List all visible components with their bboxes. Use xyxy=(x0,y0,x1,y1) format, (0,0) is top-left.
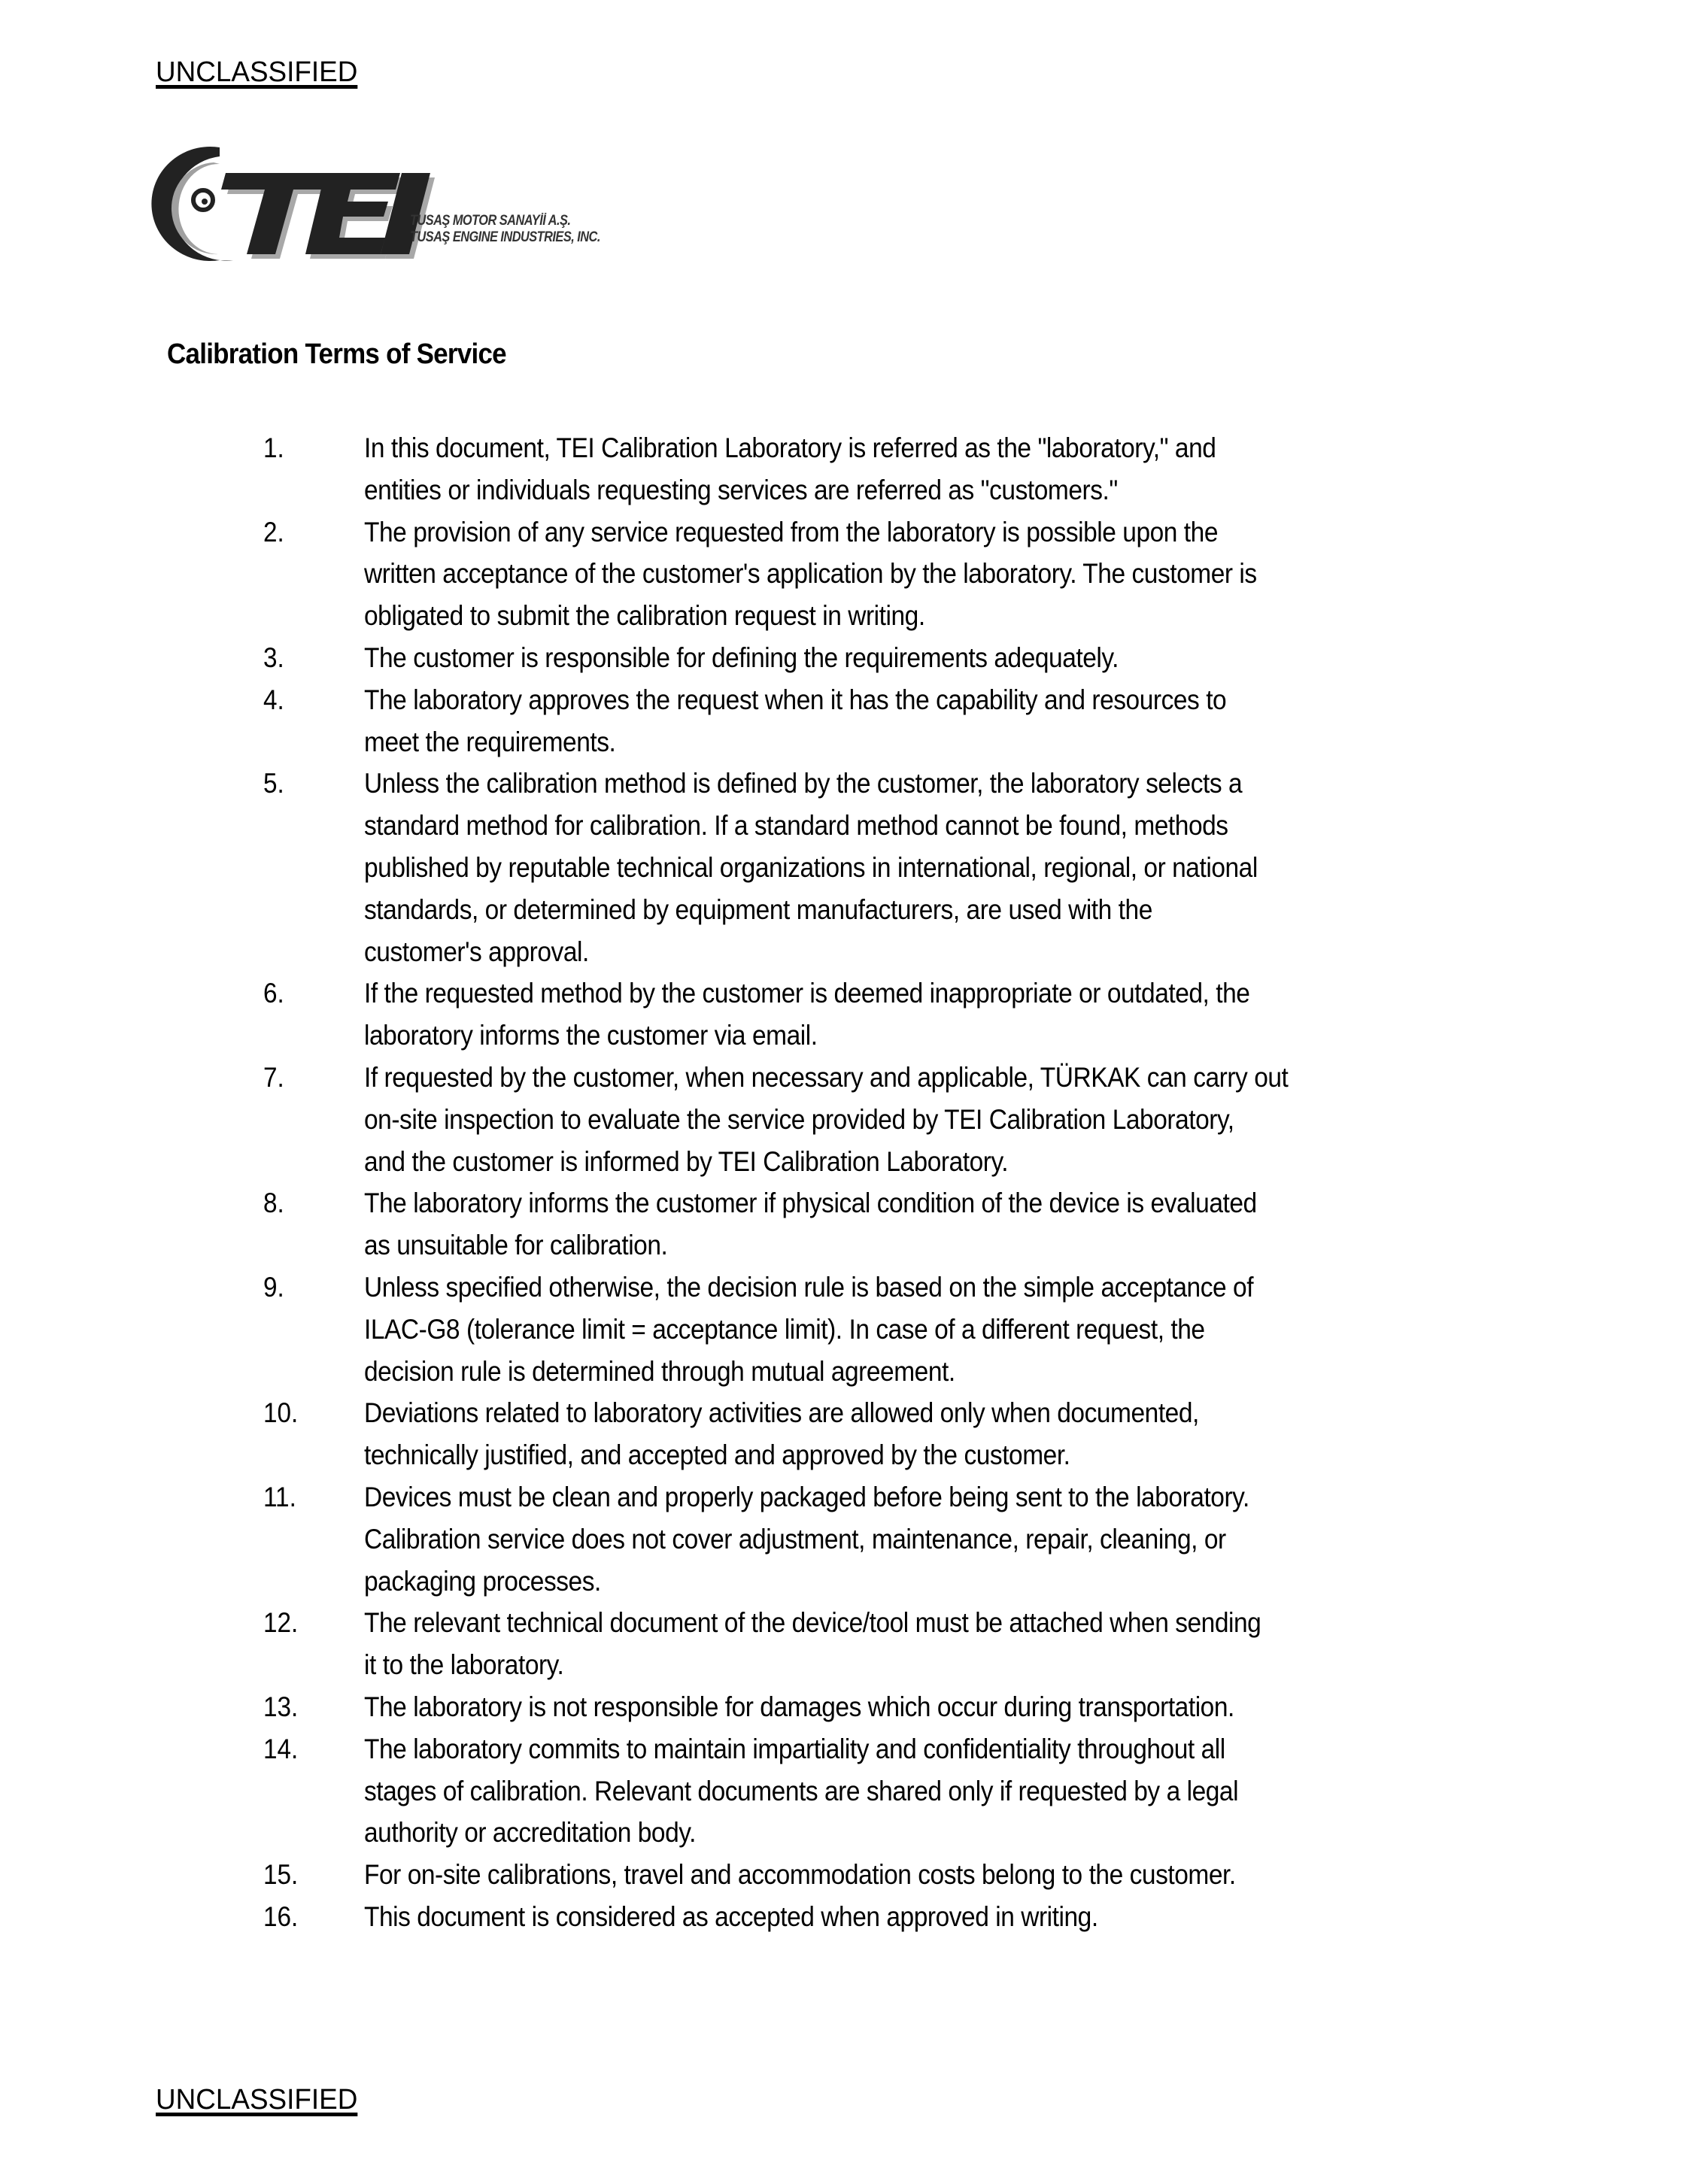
term-text-line: decision rule is determined through mutual agreement. xyxy=(364,1355,955,1387)
term-text-line: Devices must be clean and properly packaged before being sent to the laboratory. xyxy=(364,1481,1249,1512)
term-item xyxy=(0,1392,1688,1476)
term-text xyxy=(364,1182,1688,1266)
term-text-line: as unsuitable for calibration. xyxy=(364,1230,668,1261)
company-name-block xyxy=(410,213,600,246)
term-text-line: stages of calibration. Relevant documents are shared only if requested by a legal xyxy=(364,1775,1239,1806)
term-text xyxy=(364,1686,1688,1728)
term-text xyxy=(364,679,1688,763)
term-text xyxy=(364,1728,1688,1854)
term-number: 9. xyxy=(263,1271,284,1303)
terms-list xyxy=(0,427,1688,1938)
term-text-line: it to the laboratory. xyxy=(364,1649,564,1681)
term-text xyxy=(364,1476,1688,1602)
term-item xyxy=(0,679,1688,763)
term-text-line: The provision of any service requested from the laboratory is possible upon the xyxy=(364,516,1219,548)
term-text xyxy=(364,763,1688,972)
term-text xyxy=(364,427,1688,511)
term-text-line: Deviations related to laboratory activities are allowed only when documented, xyxy=(364,1397,1199,1429)
term-text-line: The laboratory approves the request when it has the capability and resources to xyxy=(364,684,1227,715)
term-number: 8. xyxy=(263,1188,284,1219)
term-text-line: authority or accreditation body. xyxy=(364,1817,696,1849)
term-text-line: In this document, TEI Calibration Laboratory is referred as the "laboratory," and xyxy=(364,432,1216,463)
term-text-line: standard method for calibration. If a standard method cannot be found, methods xyxy=(364,810,1228,842)
term-text-line: ILAC-G8 (tolerance limit = acceptance limit). In case of a different request, the xyxy=(364,1313,1205,1345)
term-text xyxy=(364,1854,1688,1896)
term-number: 12. xyxy=(263,1607,299,1639)
term-text xyxy=(364,1057,1688,1182)
term-item xyxy=(0,1854,1688,1896)
term-text-line: This document is considered as accepted when approved in writing. xyxy=(364,1900,1098,1932)
term-text-line: Unless the calibration method is defined by the customer, the laboratory selects a xyxy=(364,768,1243,799)
term-number: 3. xyxy=(263,642,284,673)
term-item xyxy=(0,511,1688,637)
header-classification-marking: UNCLASSIFIED xyxy=(156,56,358,88)
company-name-english: TUSAŞ ENGINE INDUSTRIES, INC. xyxy=(410,229,600,245)
term-text-line: The relevant technical document of the device/tool must be attached when sending xyxy=(364,1607,1261,1639)
term-text-line: technically justified, and accepted and approved by the customer. xyxy=(364,1439,1070,1471)
term-item xyxy=(0,1896,1688,1938)
term-number: 11. xyxy=(263,1481,296,1512)
term-text-line: Unless specified otherwise, the decision rule is based on the simple acceptance of xyxy=(364,1271,1254,1303)
term-item xyxy=(0,1182,1688,1266)
term-text-line: If the requested method by the customer is deemed inappropriate or outdated, the xyxy=(364,978,1250,1009)
term-text-line: published by reputable technical organizations in international, regional, or national xyxy=(364,851,1258,883)
term-number: 5. xyxy=(263,768,284,799)
term-number: 2. xyxy=(263,516,284,548)
term-item xyxy=(0,637,1688,679)
term-number: 16. xyxy=(263,1900,299,1932)
term-text xyxy=(364,1266,1688,1392)
term-text xyxy=(364,1602,1688,1686)
term-number: 15. xyxy=(263,1859,299,1891)
term-item xyxy=(0,1057,1688,1182)
term-item xyxy=(0,1602,1688,1686)
term-text-line: standards, or determined by equipment manufacturers, are used with the xyxy=(364,893,1152,925)
term-text-line: on-site inspection to evaluate the service provided by TEI Calibration Laboratory, xyxy=(364,1103,1234,1135)
term-text-line: obligated to submit the calibration request in writing. xyxy=(364,600,925,632)
term-text-line: The laboratory informs the customer if physical condition of the device is evaluated xyxy=(364,1188,1257,1219)
term-text-line: written acceptance of the customer's application by the laboratory. The customer is xyxy=(364,558,1257,590)
term-text-line: and the customer is informed by TEI Calibration Laboratory. xyxy=(364,1145,1009,1177)
term-number: 1. xyxy=(263,432,284,463)
term-text-line: The customer is responsible for defining the requirements adequately. xyxy=(364,642,1119,673)
term-number: 4. xyxy=(263,684,284,715)
term-item xyxy=(0,1686,1688,1728)
term-text-line: laboratory informs the customer via email. xyxy=(364,1020,818,1051)
term-text xyxy=(364,1392,1688,1476)
term-item xyxy=(0,427,1688,511)
term-text-line: customer's approval. xyxy=(364,936,589,967)
term-text-line: For on-site calibrations, travel and accommodation costs belong to the customer. xyxy=(364,1859,1236,1891)
footer-classification-marking: UNCLASSIFIED xyxy=(156,2084,358,2116)
term-item xyxy=(0,1266,1688,1392)
term-item xyxy=(0,1728,1688,1854)
term-number: 6. xyxy=(263,978,284,1009)
term-text-line: Calibration service does not cover adjustment, maintenance, repair, cleaning, or xyxy=(364,1523,1226,1555)
term-text xyxy=(364,972,1688,1057)
term-text-line: The laboratory commits to maintain impartiality and confidentiality throughout all xyxy=(364,1733,1225,1764)
company-name-turkish: TUSAŞ MOTOR SANAYİİ A.Ş. xyxy=(410,213,571,229)
term-text-line: entities or individuals requesting services are referred as "customers." xyxy=(364,474,1118,505)
term-text xyxy=(364,511,1688,637)
term-number: 10. xyxy=(263,1397,299,1429)
term-item xyxy=(0,1476,1688,1602)
term-item xyxy=(0,972,1688,1057)
term-number: 14. xyxy=(263,1733,299,1764)
term-item xyxy=(0,763,1688,972)
term-text-line: packaging processes. xyxy=(364,1565,601,1597)
term-number: 13. xyxy=(263,1691,299,1722)
term-text xyxy=(364,637,1688,679)
term-text-line: If requested by the customer, when necessary and applicable, TÜRKAK can carry out xyxy=(364,1061,1289,1093)
term-text-line: The laboratory is not responsible for damages which occur during transportation. xyxy=(364,1691,1234,1722)
term-number: 7. xyxy=(263,1061,284,1093)
term-text-line: meet the requirements. xyxy=(364,726,616,757)
document-title: Calibration Terms of Service xyxy=(167,338,506,370)
term-text xyxy=(364,1896,1688,1938)
